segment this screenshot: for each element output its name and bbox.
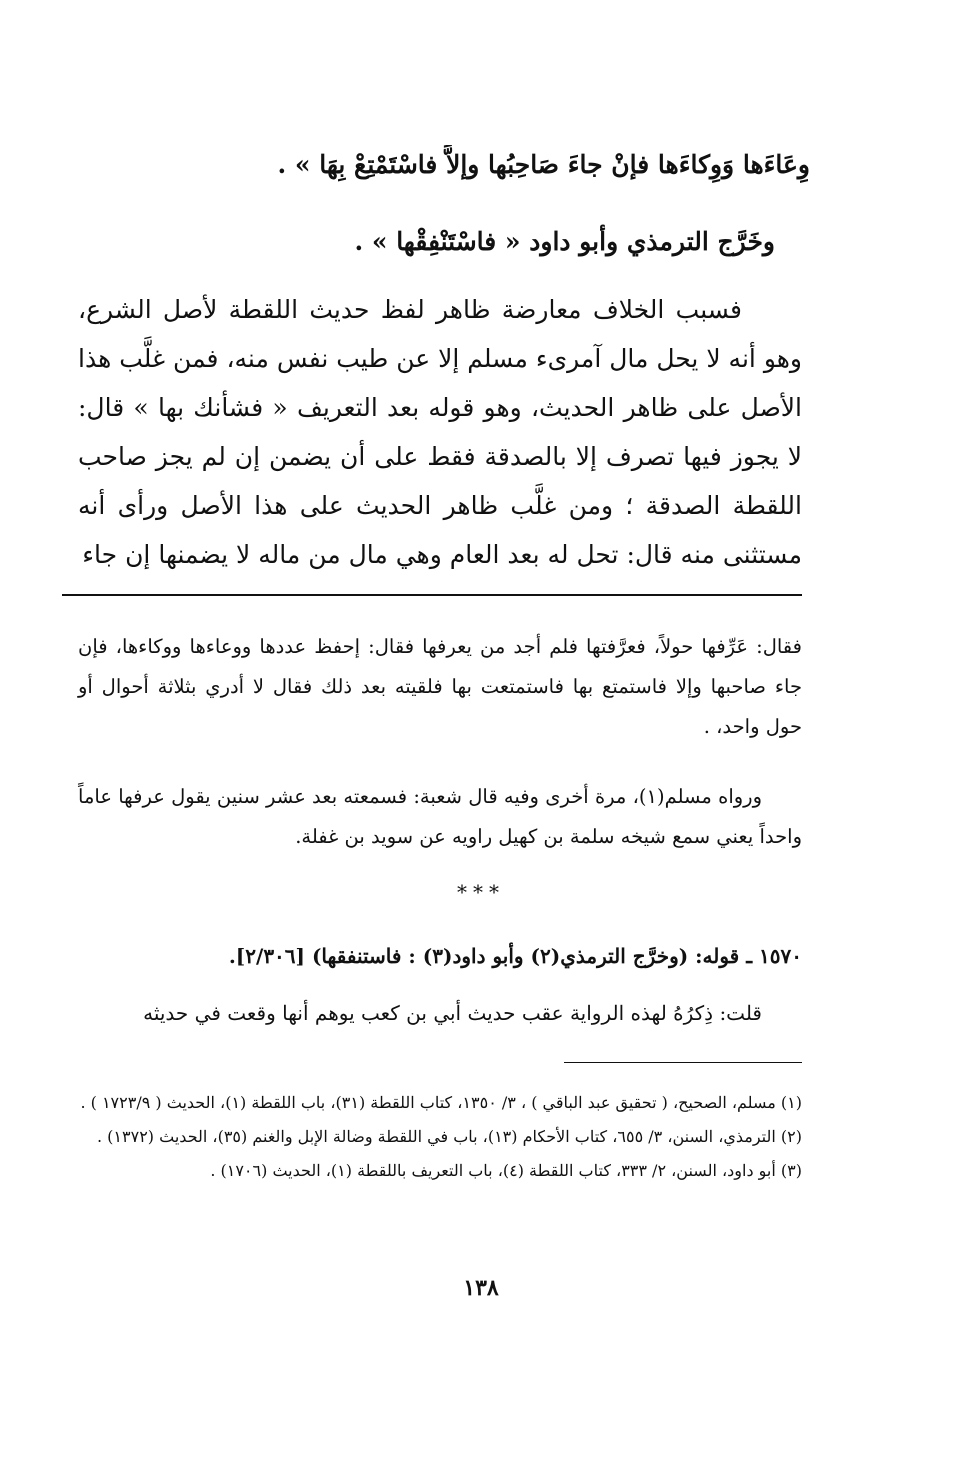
commentary-block-1 <box>78 627 802 747</box>
main-text-block <box>78 285 802 579</box>
note-block <box>78 993 802 1033</box>
commentary-paragraph-1: فقال: عَرِّفها حولاً، فعرَّفتها فلم أجد من يعرفها فقال: إحفظ عددها ووعاءها ووكاءها، فإن جاء صاحبها وإلا فاستمتع بها فاستمتعت بها فلقيته بعد ذلك فقال لا أدري بثلاثة أحوال أو حول واحد، . <box>78 635 802 738</box>
page-number: ١٣٨ <box>463 1275 499 1301</box>
section-separator: *** <box>457 880 505 904</box>
commentary-block-2 <box>78 777 802 857</box>
footnote-3: (٣) أبو داود، السنن، ٢/ ٣٣٣، كتاب اللقطة (٤)، باب التعريف باللقطة (١)، الحديث (١٧٠٦) . <box>210 1161 802 1180</box>
entry-heading: ١٥٧٠ ـ قوله: (وخرَّج الترمذي(٢) وأبو داود(٣) : فاستنفقها) [٢/٣٠٦]. <box>228 944 802 968</box>
main-paragraph: فسبب الخلاف معارضة ظاهر لفظ حديث اللقطة لأصل الشرع، وهو أنه لا يحل مال آمرىء مسلم إلا عن طيب نفس منه، فمن غلَّب هذا الأصل على ظاهر الحديث، وهو قوله بعد التعريف « فشأنك بها » قال: لا يجوز فيها تصرف إلا بالصدقة فقط على أن يضمن إن لم يجز صاحب اللقطة الصدقة ؛ ومن غلَّب ظاهر الحديث على هذا الأصل ورأى أنه مستثنى منه قال: تحل له بعد العام وهي مال من ماله لا يضمنها إن جاء <box>78 295 802 569</box>
hadith-quote-line-1: وِعَاءَها وَوِكاءَها فإنْ جاءَ صَاحِبُها وإلاَّ فاسْتَمْتِعْ بِهَا » . <box>277 150 810 179</box>
footnote-2: (٢) الترمذي، السنن، ٣/ ٦٥٥، كتاب الأحكام (١٣)، باب في اللقطة وضالة الإبل والغنم (٣٥)، الحديث (١٣٧٢) . <box>97 1127 802 1146</box>
note-paragraph: قلت: ذِكرُهُ لهذه الرواية عقب حديث أبي بن كعب يوهم أنها وقعت في حديثه <box>143 1001 762 1025</box>
footnote-1: (١) مسلم، الصحيح، ( تحقيق عبد الباقي ) ، ٣/ ١٣٥٠، كتاب اللقطة (٣١)، باب اللقطة (١)، الحديث ( ١٧٢٣/٩ ) . <box>80 1093 802 1112</box>
footnote-divider-rule <box>564 1062 802 1063</box>
hadith-quote-line-2: وخَرَّج الترمذي وأبو داود « فاسْتَنْفِقْها » . <box>354 227 775 256</box>
footnotes-block <box>78 1088 802 1190</box>
commentary-paragraph-2: ورواه مسلم(١)، مرة أخرى وفيه قال شعبة: فسمعته بعد عشر سنين يقول عرفها عاماً واحداً يعني سمع شيخه سلمة بن كهيل راويه عن سويد بن غفلة. <box>78 785 802 848</box>
main-divider-rule <box>62 594 802 596</box>
